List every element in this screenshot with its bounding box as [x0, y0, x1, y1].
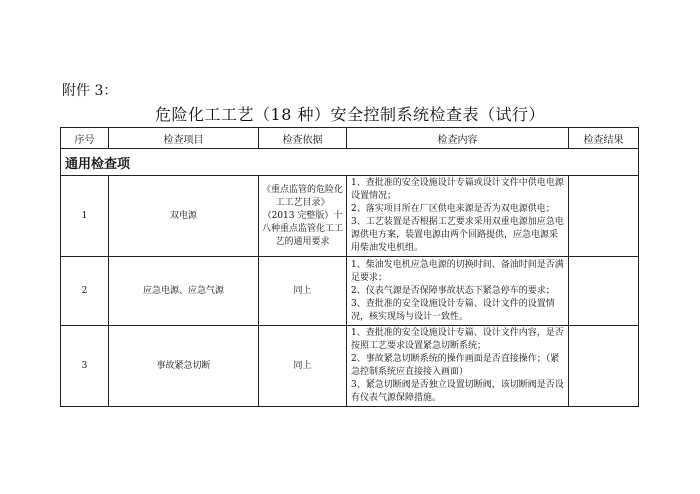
content-line: 3、工艺装置是否根据工艺要求采用双重电源加应急电源供电方案，装置电源由两个回路提供，应急电源采用柴油发电机组。 — [351, 217, 564, 253]
header-result: 检查结果 — [569, 128, 639, 149]
section-row — [61, 149, 639, 176]
inspection-table — [60, 127, 639, 407]
content-line: 1、查批准的安全设施设计专篇、设计文件内容，是否按照工艺要求设置紧急切断系统； — [351, 328, 564, 351]
header-item: 检查项目 — [109, 128, 259, 149]
content-line: 1、柴油发电机应急电源的切换时间、备油时间是否满足要求； — [351, 259, 564, 283]
section-title: 通用检查项 — [61, 149, 639, 176]
row-no: 3 — [61, 326, 109, 407]
header-no: 序号 — [61, 128, 109, 149]
header-content: 检查内容 — [347, 128, 569, 149]
row-no: 2 — [61, 257, 109, 326]
row-result[interactable] — [569, 257, 639, 326]
row-item: 事故紧急切断 — [109, 326, 259, 407]
row-basis: 《重点监管的危险化工工艺目录》（2013 完整版）十八种重点监管化工工艺的通用要求 — [259, 176, 347, 257]
row-result[interactable] — [569, 326, 639, 407]
document-title: 危险化工工艺（18 种）安全控制系统检查表（试行） — [155, 105, 545, 124]
row-content — [347, 326, 569, 407]
row-content — [347, 257, 569, 326]
table-header-row — [61, 128, 639, 149]
row-item: 双电源 — [109, 176, 259, 257]
row-no: 1 — [61, 176, 109, 257]
attachment-label: 附件 3： — [62, 83, 118, 99]
content-line: 3、紧急切断阀是否独立设置切断阀，该切断阀是否设有仪表气源保障措施。 — [351, 380, 564, 403]
row-content — [347, 176, 569, 257]
content-line: 1、查批准的安全设施设计专篇或设计文件中供电电源设置情况； — [351, 178, 564, 201]
row-basis: 同上 — [259, 257, 347, 326]
row-basis: 同上 — [259, 326, 347, 407]
table-row — [61, 326, 639, 407]
row-result[interactable] — [569, 176, 639, 257]
content-line: 2、事故紧急切断系统的操作画面是否直接操作；（紧急控制系统应直接接入画面） — [351, 354, 560, 377]
table-row — [61, 257, 639, 326]
content-line: 3、查批准的安全设施设计专篇、设计文件的设置情况，核实现场与设计一致性。 — [351, 298, 555, 322]
content-line: 2、仪表气源是否保障事故状态下紧急停车的要求； — [351, 285, 555, 296]
header-basis: 检查依据 — [259, 128, 347, 149]
table-row — [61, 176, 639, 257]
content-line: 2、落实项目所在厂区供电来源是否为双电源供电； — [351, 204, 555, 214]
row-item: 应急电源、应急气源 — [109, 257, 259, 326]
